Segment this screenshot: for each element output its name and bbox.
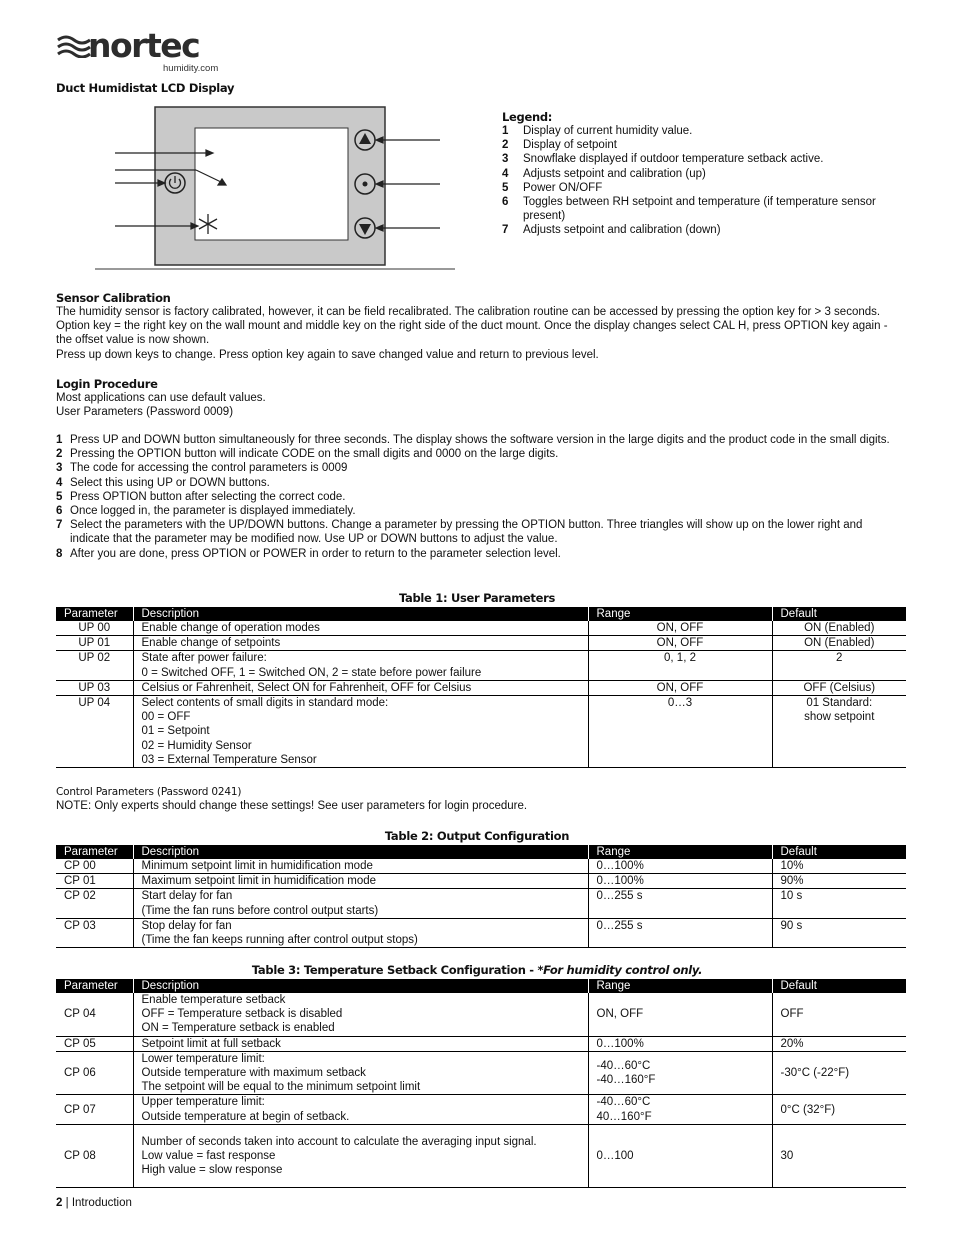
legend-text: Toggles between RH setpoint and temperature (if temperature sensor present) [523, 196, 876, 223]
lcd-display-diagram [95, 100, 460, 272]
default-cell: 20% [772, 1036, 906, 1051]
cell-line: 0…100% [596, 860, 644, 872]
legend-item [502, 181, 902, 195]
cell-line: Outside temperature at begin of setback. [141, 1110, 350, 1123]
calibration-paragraph-1: The humidity sensor is factory calibrated, however, it can be field recalibrated. The calibration routine can be accessed by pressing the option key for > 3 seconds. Option key = the right key on the wall mount and middle key on the right side of the duct mount. Once the display changes select CAL H, press OPTION key again - the offset value is now shown. [56, 306, 888, 347]
step-number: 5 [56, 490, 63, 503]
description-cell [133, 1036, 588, 1051]
description-cell [133, 1051, 588, 1095]
cell-line: 0 = Switched OFF, 1 = Switched ON, 2 = state before power failure [141, 666, 482, 679]
table-header-cell: Range [588, 607, 772, 621]
step-text: Once logged in, the parameter is displayed immediately. [70, 505, 356, 518]
lcd-heading: Duct Humidistat LCD Display [56, 81, 235, 95]
step-text: After you are done, press OPTION or POWER in order to return to the parameter selection level. [70, 547, 561, 560]
cell-line: (Time the fan runs before control output starts) [141, 904, 379, 917]
step-number: 7 [56, 519, 63, 532]
cell-line: -40…60°C [596, 1096, 651, 1109]
step-number: 1 [56, 434, 63, 446]
cell-line: Celsius or Fahrenheit, Select ON for Fahrenheit, OFF for Celsius [141, 681, 472, 694]
range-cell [588, 918, 772, 947]
default-cell: 30 [772, 1124, 906, 1187]
description-cell [133, 859, 588, 874]
table-row [56, 993, 906, 1036]
default-cell: OFF [772, 993, 906, 1036]
table-header-cell: Default [772, 979, 906, 993]
login-step [56, 461, 896, 475]
cell-line: -40…160°F [596, 1074, 656, 1087]
range-cell [588, 1051, 772, 1095]
step-number: 8 [56, 547, 63, 560]
step-number: 4 [56, 476, 63, 489]
table-header-cell: Description [133, 607, 588, 621]
table-row [56, 874, 906, 889]
legend [502, 110, 902, 238]
page-number: 2 [56, 1197, 63, 1209]
param-cell: UP 01 [56, 636, 133, 651]
default-cell [772, 636, 906, 651]
table-row [56, 1036, 906, 1051]
cell-line: High value = slow response [141, 1163, 283, 1176]
cell-line: Number of seconds taken into account to calculate the averaging input signal. [141, 1135, 537, 1148]
range-cell [588, 1036, 772, 1051]
legend-number: 3 [502, 153, 509, 166]
default-cell: 10% [772, 859, 906, 874]
param-cell: CP 07 [56, 1095, 133, 1124]
footer-section: Introduction [71, 1197, 132, 1209]
page-footer [56, 1197, 132, 1209]
description-cell [133, 1095, 588, 1124]
login-intro [56, 391, 266, 419]
range-cell [588, 859, 772, 874]
table3-caption-main: Table 3: Temperature Setback Configuration - * [251, 963, 544, 977]
table-row [56, 1051, 906, 1095]
cell-line: Outside temperature with maximum setback [141, 1067, 366, 1080]
legend-number: 7 [502, 224, 509, 237]
login-step [56, 490, 896, 504]
legend-text: Display of current humidity value. [523, 125, 693, 137]
step-text: Press UP and DOWN button simultaneously for three seconds. The display shows the software version in the large digits and the product code in the small digits. [70, 434, 890, 446]
table-row [56, 636, 906, 651]
table-header-cell: Default [772, 845, 906, 859]
param-cell: UP 02 [56, 651, 133, 680]
legend-title: Legend: [502, 110, 553, 124]
range-cell [588, 874, 772, 889]
login-step [56, 518, 896, 546]
legend-text: Display of setpoint [523, 139, 617, 152]
param-cell: CP 03 [56, 918, 133, 947]
table-header-cell: Description [133, 979, 588, 993]
login-line-2: User Parameters (Password 0009) [56, 406, 234, 419]
legend-number: 1 [502, 125, 509, 137]
range-cell: ON, OFF [588, 621, 772, 636]
description-cell [133, 889, 588, 918]
param-cell: CP 00 [56, 859, 133, 874]
cell-line: 01 = Setpoint [141, 725, 210, 738]
legend-number: 4 [502, 167, 509, 180]
control-heading: Control Parameters (Password 0241) [56, 786, 242, 798]
cell-line: ON (Enabled) [804, 637, 875, 650]
legend-number: 2 [502, 139, 509, 152]
param-cell: UP 04 [56, 696, 133, 768]
param-cell: CP 05 [56, 1036, 133, 1051]
login-steps-list [56, 433, 896, 561]
default-cell [772, 651, 906, 680]
description-cell [133, 1124, 588, 1187]
range-cell [588, 1124, 772, 1187]
table1-caption: Table 1: User Parameters [398, 591, 556, 605]
cell-line: 0…255 s [596, 890, 643, 903]
param-cell: CP 08 [56, 1124, 133, 1187]
cell-line: ON = Temperature setback is enabled [141, 1022, 335, 1035]
cell-line: 0…100% [596, 875, 644, 888]
param-cell: CP 04 [56, 993, 133, 1036]
step-text: Select this using UP or DOWN buttons. [70, 476, 270, 489]
logo-wordmark: nortec [88, 26, 200, 65]
legend-item [502, 152, 902, 166]
table-row [56, 918, 906, 947]
cell-line: (Time the fan keeps running after control output stops) [141, 934, 418, 947]
default-cell [772, 696, 906, 768]
cell-line: 2 [836, 652, 843, 665]
cell-line: State after power failure: [141, 652, 267, 665]
default-cell: -30°C (-22°F) [772, 1051, 906, 1095]
output-configuration-table [56, 845, 906, 948]
legend-text: Adjusts setpoint and calibration (up) [523, 167, 706, 180]
cell-line: Low value = fast response [141, 1149, 276, 1162]
calibration-heading: Sensor Calibration [56, 291, 171, 305]
default-cell [772, 680, 906, 695]
legend-item [502, 124, 902, 138]
legend-item [502, 138, 902, 152]
legend-text: Snowflake displayed if outdoor temperature setback active. [523, 153, 824, 166]
step-text: Press OPTION button after selecting the correct code. [70, 490, 346, 503]
legend-text: Power ON/OFF [523, 181, 603, 194]
range-cell: 0…3 [588, 696, 772, 768]
default-cell: 10 s [772, 889, 906, 918]
step-number: 6 [56, 505, 63, 518]
table-row [56, 859, 906, 874]
param-cell: CP 02 [56, 889, 133, 918]
table-row [56, 651, 906, 680]
range-cell [588, 993, 772, 1036]
table-header-cell: Default [772, 607, 906, 621]
cell-line: 40…160°F [596, 1110, 652, 1123]
step-text: Pressing the OPTION button will indicate CODE on the small digits and 0000 on the large digits. [70, 448, 559, 461]
param-cell: UP 03 [56, 680, 133, 695]
legend-text: Adjusts setpoint and calibration (down) [523, 224, 721, 237]
login-step [56, 447, 896, 461]
cell-line: Lower temperature limit: [141, 1052, 265, 1065]
login-step [56, 547, 896, 561]
step-text: Select the parameters with the UP/DOWN buttons. Change a parameter by pressing the OPTION button. Three triangles will show up on the lower right and indicate that the parameter may be modified now. Use UP or DOWN buttons to adjust the value. [70, 519, 863, 546]
table-row [56, 621, 906, 636]
legend-number: 6 [502, 196, 509, 209]
calibration-text [56, 305, 906, 362]
table2-caption: Table 2: Output Configuration [384, 829, 570, 843]
cell-line: Minimum setpoint limit in humidification mode [141, 860, 373, 872]
table-header-cell: Parameter [56, 979, 133, 993]
param-cell: CP 01 [56, 874, 133, 889]
legend-item [502, 167, 902, 181]
default-cell: 90% [772, 874, 906, 889]
legend-number: 5 [502, 181, 509, 194]
default-cell [772, 621, 906, 636]
table-header-cell: Parameter [56, 607, 133, 621]
cell-line: show setpoint [804, 711, 875, 724]
nortec-logo [56, 26, 219, 76]
description-cell [133, 636, 588, 651]
description-cell [133, 993, 588, 1036]
step-text: The code for accessing the control parameters is 0009 [70, 462, 348, 475]
table-row [56, 889, 906, 918]
default-cell: 0°C (32°F) [772, 1095, 906, 1124]
step-number: 3 [56, 462, 63, 475]
table3-caption-italic: For humidity control only. [543, 963, 703, 977]
login-step [56, 476, 896, 490]
description-cell [133, 680, 588, 695]
login-line-1: Most applications can use default values. [56, 392, 266, 404]
cell-line: 0…255 s [596, 919, 643, 932]
table3-caption [0, 963, 954, 977]
range-cell [588, 1095, 772, 1124]
range-cell [588, 889, 772, 918]
legend-item [502, 195, 902, 223]
cell-line: Select contents of small digits in standard mode: [141, 697, 389, 710]
cell-line: 02 = Humidity Sensor [141, 739, 252, 752]
cell-line: -40…60°C [596, 1059, 651, 1072]
cell-line: The setpoint will be equal to the minimum setpoint limit [141, 1081, 421, 1094]
description-cell [133, 651, 588, 680]
cell-line: 0…100 [596, 1149, 634, 1162]
footer-separator: | [65, 1197, 69, 1209]
param-cell: CP 06 [56, 1051, 133, 1095]
table-header-cell: Range [588, 845, 772, 859]
cell-line: Enable change of operation modes [141, 622, 320, 634]
login-heading: Login Procedure [56, 377, 158, 391]
cell-line: OFF (Celsius) [803, 681, 876, 694]
cell-line: Start delay for fan [141, 890, 233, 903]
login-step [56, 504, 896, 518]
control-note: NOTE: Only experts should change these settings! See user parameters for login procedure. [56, 800, 528, 812]
cell-line: 01 Standard: [806, 697, 873, 710]
logo-subtitle: humidity.com [163, 63, 219, 74]
description-cell [133, 696, 588, 768]
range-cell: ON, OFF [588, 680, 772, 695]
cell-line: Upper temperature limit: [141, 1096, 265, 1109]
range-cell: 0, 1, 2 [588, 651, 772, 680]
table-row [56, 696, 906, 768]
table-header-cell: Description [133, 845, 588, 859]
table-header-cell: Parameter [56, 845, 133, 859]
cell-line: 00 = OFF [141, 711, 191, 724]
user-parameters-table [56, 607, 906, 768]
calibration-paragraph-2: Press up down keys to change. Press option key again to save changed value and return to previous level. [56, 348, 599, 361]
legend-item [502, 223, 902, 237]
cell-line: Enable temperature setback [141, 994, 286, 1006]
table-row [56, 680, 906, 695]
cell-line: ON (Enabled) [804, 622, 875, 634]
cell-line: 0…100% [596, 1037, 644, 1050]
description-cell [133, 621, 588, 636]
cell-line: Stop delay for fan [141, 919, 232, 932]
default-cell: 90 s [772, 918, 906, 947]
param-cell: UP 00 [56, 621, 133, 636]
cell-line: Setpoint limit at full setback [141, 1037, 281, 1050]
temperature-setback-table [56, 979, 906, 1188]
table-header-cell: Range [588, 979, 772, 993]
description-cell [133, 918, 588, 947]
table-row [56, 1095, 906, 1124]
description-cell [133, 874, 588, 889]
login-step [56, 433, 896, 447]
cell-line: OFF = Temperature setback is disabled [141, 1008, 343, 1021]
cell-line: Maximum setpoint limit in humidification mode [141, 875, 377, 888]
cell-line: ON, OFF [596, 1008, 644, 1021]
range-cell: ON, OFF [588, 636, 772, 651]
step-number: 2 [56, 448, 63, 461]
table-row [56, 1124, 906, 1187]
cell-line: 03 = External Temperature Sensor [141, 753, 317, 766]
cell-line: Enable change of setpoints [141, 637, 281, 650]
